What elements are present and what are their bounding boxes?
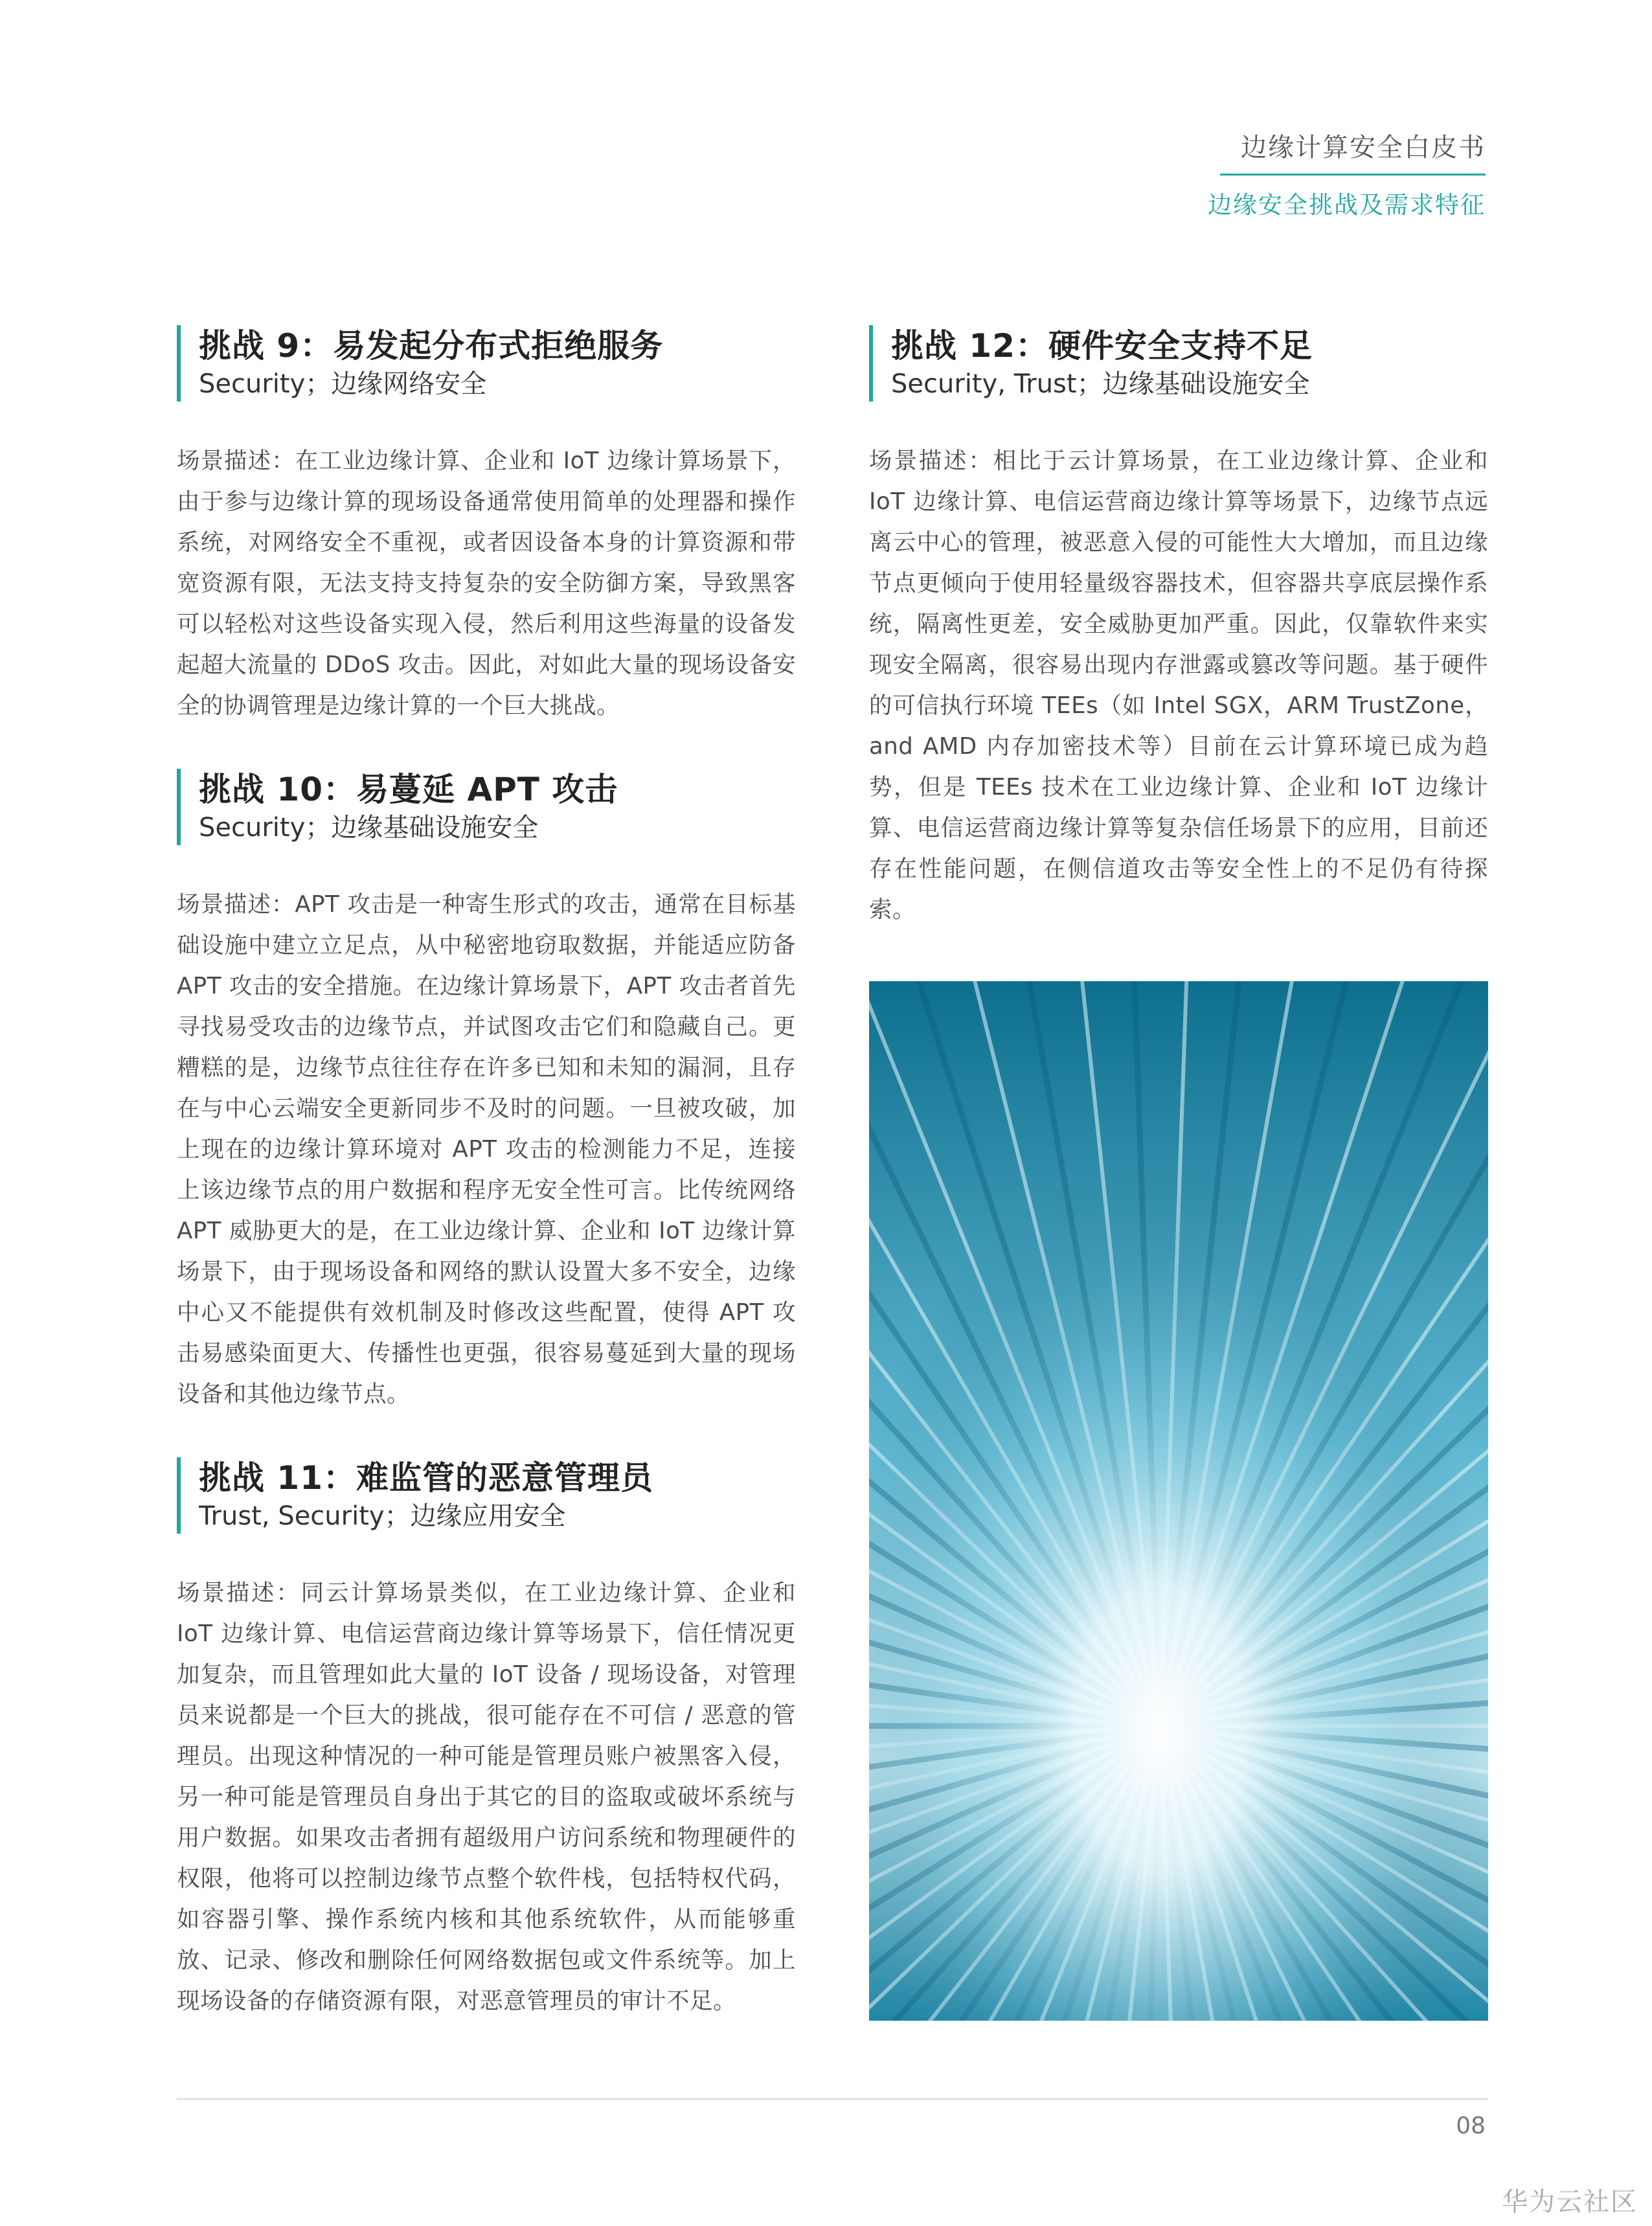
section-title: 挑战 11：难监管的恶意管理员: [199, 1459, 653, 1497]
section-title: 挑战 10：易蔓延 APT 攻击: [199, 771, 618, 808]
section-heading: [177, 325, 796, 402]
light-rays-graphic: [869, 981, 1488, 2021]
section-tags: Trust, Security；边缘应用安全: [199, 1501, 566, 1531]
challenge-10-section: [177, 769, 796, 1414]
header-divider: [1220, 174, 1486, 176]
challenge-12-section: [869, 325, 1488, 930]
chapter-title: 边缘安全挑战及需求特征: [1208, 191, 1486, 219]
section-title: 挑战 9：易发起分布式拒绝服务: [199, 327, 664, 365]
section-heading: [177, 769, 796, 845]
section-heading: [869, 325, 1488, 402]
footer-divider: [177, 2098, 1488, 2100]
section-tags: Security；边缘网络安全: [199, 369, 487, 399]
section-body: 场景描述：APT 攻击是一种寄生形式的攻击，通常在目标基础设施中建立立足点，从中秘密地窃取数据，并能适应防备 APT 攻击的安全措施。在边缘计算场景下，APT 攻击者首先寻找易受攻击的边缘节点，并试图攻击它们和隐藏自己。更糟糕的是，边缘节点往往存在许多已知和未知的漏洞，且存在与中心云端安全更新同步不及时的问题。一旦被攻破，加上现在的边缘计算环境对 APT 攻击的检测能力不足，连接上该边缘节点的用户数据和程序无安全性可言。比传统网络 APT 威胁更大的是，在工业边缘计算、企业和 IoT 边缘计算场景下，由于现场设备和网络的默认设置大多不安全，边缘中心又不能提供有效机制及时修改这些配置，使得 APT 攻击易感染面更大、传播性也更强，很容易蔓延到大量的现场设备和其他边缘节点。: [177, 891, 796, 1407]
left-column: [177, 325, 796, 2064]
light-tunnel-illustration: [869, 981, 1488, 2021]
section-tags: Security, Trust；边缘基础设施安全: [891, 369, 1310, 399]
section-tags: Security；边缘基础设施安全: [199, 813, 539, 843]
section-title: 挑战 12：硬件安全支持不足: [891, 327, 1313, 365]
watermark: 华为云社区: [1502, 2187, 1638, 2217]
challenge-9-section: [177, 325, 796, 726]
document-title: 边缘计算安全白皮书: [1241, 133, 1486, 163]
challenge-11-section: [177, 1457, 796, 2021]
section-body: 场景描述：相比于云计算场景，在工业边缘计算、企业和 IoT 边缘计算、电信运营商边缘计算等场景下，边缘节点远离云中心的管理，被恶意入侵的可能性大大增加，而且边缘节点更倾向于使用轻量级容器技术，但容器共享底层操作系统，隔离性更差，安全威胁更加严重。因此，仅靠软件来实现安全隔离，很容易出现内存泄露或篡改等问题。基于硬件的可信执行环境 TEEs（如 Intel SGX，ARM TrustZone，and AMD 内存加密技术等）目前在云计算环境已成为趋势，但是 TEEs 技术在工业边缘计算、企业和 IoT 边缘计算、电信运营商边缘计算等复杂信任场景下的应用，目前还存在性能问题，在侧信道攻击等安全性上的不足仍有待探索。: [869, 448, 1488, 923]
section-body: 场景描述：同云计算场景类似，在工业边缘计算、企业和 IoT 边缘计算、电信运营商边缘计算等场景下，信任情况更加复杂，而且管理如此大量的 IoT 设备 / 现场设备，对管理员来说都是一个巨大的挑战，很可能存在不可信 / 恶意的管理员。出现这种情况的一种可能是管理员账户被黑客入侵，另一种可能是管理员自身出于其它的目的盗取或破坏系统与用户数据。如果攻击者拥有超级用户访问系统和物理硬件的权限，他将可以控制边缘节点整个软件栈，包括特权代码，如容器引擎、操作系统内核和其他系统软件，从而能够重放、记录、修改和删除任何网络数据包或文件系统等。加上现场设备的存储资源有限，对恶意管理员的审计不足。: [177, 1580, 796, 2014]
section-body: 场景描述：在工业边缘计算、企业和 IoT 边缘计算场景下，由于参与边缘计算的现场设备通常使用简单的处理器和操作系统，对网络安全不重视，或者因设备本身的计算资源和带宽资源有限，无法支持支持复杂的安全防御方案，导致黑客可以轻松对这些设备实现入侵，然后利用这些海量的设备发起超大流量的 DDoS 攻击。因此，对如此大量的现场设备安全的协调管理是边缘计算的一个巨大挑战。: [177, 448, 796, 719]
section-heading: [177, 1457, 796, 1534]
page-number: 08: [1456, 2113, 1486, 2139]
right-column: [869, 325, 1488, 973]
